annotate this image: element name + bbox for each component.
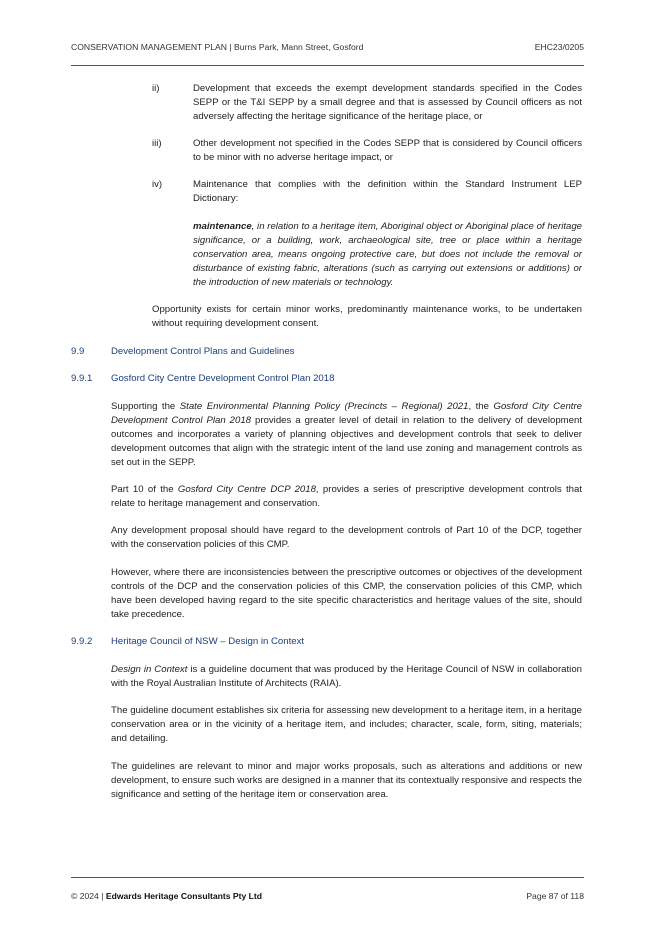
heading-9-9-1 bbox=[71, 372, 334, 386]
sepp-title: State Environmental Planning Policy (Precincts – Regional) 2021 bbox=[179, 401, 469, 412]
dcp-paragraph-3: Any development proposal should have regard to the development controls of Part 10 of the DCP, together with the conservation policies of this CMP. bbox=[111, 525, 582, 550]
page-footer bbox=[71, 891, 584, 905]
text-run: , the bbox=[468, 401, 494, 412]
dcp-title: Gosford City Centre Development Control Plan 2018 bbox=[111, 401, 582, 426]
dcp-paragraph-4: However, where there are inconsistencies between the prescriptive outcomes or objectives of the development controls of the DCP and the conservation policies of this CMP, the conservation policies of this CMP, which have been developed having regard to the site specific characteristics and heritage values of the site, should take precedence. bbox=[111, 567, 582, 620]
footer-rule bbox=[71, 877, 584, 878]
header-rule bbox=[71, 65, 584, 66]
heading-number: 9.9.1 bbox=[71, 373, 93, 384]
list-marker-iv: iv) bbox=[152, 179, 163, 190]
heading-number: 9.9.2 bbox=[71, 636, 93, 647]
list-item-ii: Development that exceeds the exempt development standards specified in the Codes SEPP or the T&I SEPP by a small degree and that is assessed by Council officers as not adversely affecting the heritage significance of the heritage place, or bbox=[193, 83, 582, 122]
page-header bbox=[71, 42, 584, 56]
list-marker-ii: ii) bbox=[152, 83, 160, 94]
dcp-paragraph-2 bbox=[111, 483, 582, 511]
heading-number: 9.9 bbox=[71, 346, 85, 357]
heading-title: Heritage Council of NSW – Design in Context bbox=[111, 636, 305, 647]
footer-copyright bbox=[71, 891, 262, 901]
heading-title: Gosford City Centre Development Control Plan 2018 bbox=[111, 373, 335, 384]
design-context-paragraph-1 bbox=[111, 663, 582, 691]
text-run: Part 10 of the bbox=[111, 484, 178, 495]
dcp-paragraph-1 bbox=[111, 400, 582, 470]
definition-term: maintenance bbox=[193, 221, 252, 232]
list-item-iv: Maintenance that complies with the definition within the Standard Instrument LEP Dictionary: bbox=[193, 179, 582, 204]
header-title: CONSERVATION MANAGEMENT PLAN | Burns Park, Mann Street, Gosford bbox=[71, 42, 364, 52]
design-context-paragraph-2: The guideline document establishes six criteria for assessing new development to a heritage item, in a heritage conservation area or in the vicinity of a heritage item, and includes; character, scale, form, siting, materials; and detailing. bbox=[111, 705, 582, 744]
text-run: provides a greater level of detail in relation to the delivery of development outcomes and incorporates a variety of planning objectives and development controls that seek to deliver development outcomes that align with the strategic intent of the land use zoning and management controls as set out in the SEPP. bbox=[111, 415, 582, 468]
page-number: Page 87 of 118 bbox=[526, 891, 584, 901]
heading-9-9-2 bbox=[71, 635, 304, 649]
heading-title: Development Control Plans and Guidelines bbox=[111, 346, 295, 357]
copyright-text: © 2024 | bbox=[71, 891, 106, 901]
text-run: is a guideline document that was produced by the Heritage Council of NSW in collaboration with the Royal Australian Institute of Architects (RAIA). bbox=[111, 664, 582, 689]
header-doc-ref: EHC23/0205 bbox=[534, 42, 584, 52]
design-context-paragraph-3: The guidelines are relevant to minor and major works proposals, such as alterations and additions or new development, to ensure such works are designed in a manner that its contextually responsive and respects the significance and setting of the heritage item or conservation area. bbox=[111, 761, 582, 800]
guideline-title: Design in Context bbox=[111, 664, 188, 675]
list-marker-iii: iii) bbox=[152, 138, 162, 149]
text-run: , provides a series of prescriptive development controls that relate to heritage management and conservation. bbox=[111, 484, 582, 509]
dcp-short-title: Gosford City Centre DCP 2018 bbox=[177, 484, 316, 495]
text-run: Supporting the bbox=[111, 401, 180, 412]
definition-text: , in relation to a heritage item, Aboriginal object or Aboriginal place of heritage significance, or a building, work, archaeological site, tree or place within a heritage conservation area, means ongoing protective care, but does not include the removal or disturbance of existing fabric, alterations (such as carrying out extensions or additions) or the introduction of new materials or technology. bbox=[193, 221, 582, 288]
list-item-iii: Other development not specified in the Codes SEPP that is considered by Council officers to be minor with no adverse heritage impact, or bbox=[193, 138, 582, 163]
heading-9-9 bbox=[71, 345, 294, 359]
lep-definition-quote bbox=[193, 220, 582, 290]
company-name: Edwards Heritage Consultants Pty Ltd bbox=[105, 891, 263, 901]
opportunity-paragraph: Opportunity exists for certain minor works, predominantly maintenance works, to be undertaken without requiring development consent. bbox=[152, 304, 582, 329]
